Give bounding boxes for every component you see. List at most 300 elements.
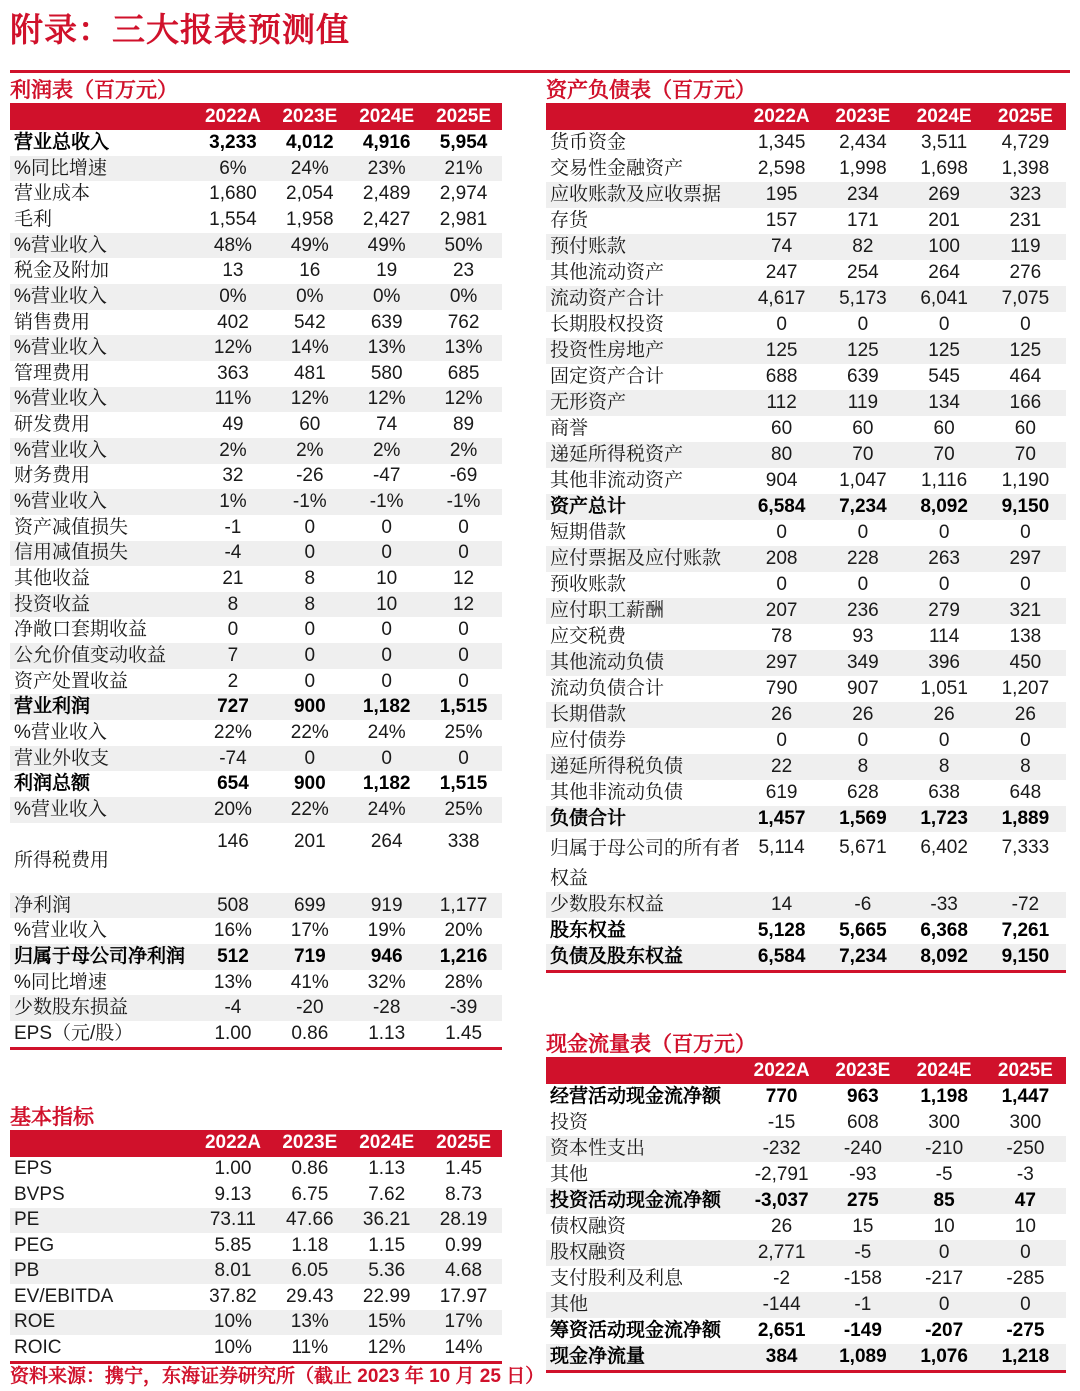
cell-value: 0 <box>458 542 469 564</box>
row-label: 长期股权投资 <box>550 314 665 336</box>
table-row <box>546 468 1066 494</box>
cell-value: 2% <box>296 439 324 461</box>
cell-value: 228 <box>847 548 879 570</box>
row-label: 预收账款 <box>550 574 627 596</box>
cell-value: 1,051 <box>920 678 968 700</box>
cell-value: 28% <box>444 971 483 993</box>
cell-value: 1,457 <box>757 808 806 830</box>
cell-value: -158 <box>843 1268 882 1290</box>
cell-value: 19% <box>367 920 406 942</box>
cell-value: 0 <box>304 542 316 564</box>
cell-value: 2% <box>449 439 478 461</box>
row-label: 投资收益 <box>14 593 91 615</box>
cell-value: 119 <box>1010 236 1041 258</box>
cell-value: -1% <box>369 491 404 513</box>
balance-sheet-table <box>546 103 1066 973</box>
cell-value: 23 <box>452 260 475 282</box>
row-label: 资产处置收益 <box>14 670 129 692</box>
cell-value: -240 <box>843 1138 882 1160</box>
cell-value: -3,037 <box>754 1190 809 1212</box>
table-row <box>10 541 502 567</box>
row-label: 信用减值损失 <box>14 542 129 564</box>
cell-value: 60 <box>933 418 955 440</box>
cell-value: 0.86 <box>291 1022 329 1044</box>
row-label: PE <box>14 1209 40 1231</box>
row-label: 应交税费 <box>550 626 627 648</box>
table-row <box>546 364 1066 390</box>
cell-value: 70 <box>1014 444 1036 466</box>
cell-value: 0 <box>938 1294 950 1316</box>
cell-value: 0 <box>776 574 787 596</box>
cell-value: 26 <box>852 704 874 726</box>
table-row <box>10 387 502 413</box>
cell-value: 2,434 <box>839 132 887 154</box>
cell-value: 24% <box>290 157 329 179</box>
cell-value: 41% <box>290 971 329 993</box>
basic-indicators-section <box>10 1106 502 1364</box>
page-title: 附录：三大报表预测值 <box>10 11 350 48</box>
table-row <box>546 832 1066 892</box>
cell-value: 15% <box>367 1311 406 1333</box>
cell-value: -4 <box>224 997 242 1019</box>
cell-value: 450 <box>1009 652 1042 674</box>
cell-value: 21% <box>444 157 483 179</box>
table-row <box>546 208 1066 234</box>
row-label: 应付债券 <box>550 730 627 752</box>
cell-value: -210 <box>925 1138 964 1160</box>
column-header-2022A: 2022A <box>204 105 261 127</box>
income-statement-table <box>10 103 502 1050</box>
cell-value: 4,012 <box>286 131 334 153</box>
cell-value: -26 <box>296 465 324 487</box>
cell-value: 1,182 <box>362 773 411 795</box>
table-row <box>10 156 502 182</box>
cell-value: 263 <box>928 548 960 570</box>
row-label: 股权融资 <box>550 1242 627 1264</box>
cell-value: 2,771 <box>757 1242 806 1264</box>
cell-value: 275 <box>847 1190 879 1212</box>
cell-value: 11% <box>291 1336 329 1358</box>
cell-value: 5.85 <box>214 1234 252 1256</box>
cell-value: 638 <box>928 782 960 804</box>
cell-value: 349 <box>847 652 879 674</box>
cell-value: 0 <box>1020 314 1031 336</box>
row-label: 其他 <box>550 1294 589 1316</box>
table-row <box>10 1310 502 1336</box>
cell-value: -5 <box>935 1164 953 1186</box>
cell-value: 231 <box>1009 210 1042 232</box>
cell-value: -207 <box>925 1320 964 1342</box>
cell-value: 963 <box>847 1086 879 1108</box>
table-row <box>10 1182 502 1208</box>
row-label: 预付账款 <box>550 236 627 258</box>
cell-value: 384 <box>765 1346 798 1368</box>
table-row <box>10 823 502 893</box>
table-row <box>546 546 1066 572</box>
cell-value: 4,617 <box>757 288 806 310</box>
cell-value: 5,671 <box>839 837 887 858</box>
row-label: %同比增速 <box>14 971 107 993</box>
cell-value: 26 <box>933 704 955 726</box>
row-label: 现金净流量 <box>550 1346 646 1368</box>
cell-value: 13% <box>290 1311 329 1333</box>
cell-value: 0 <box>938 314 950 336</box>
table-row <box>546 1136 1066 1162</box>
cell-value: 146 <box>217 830 249 852</box>
table-row <box>546 676 1066 702</box>
cell-value: 5,665 <box>839 920 887 942</box>
row-label: 交易性金融资产 <box>550 158 684 180</box>
cell-value: 1,116 <box>921 470 968 492</box>
table-row <box>546 1318 1066 1344</box>
cell-value: 1,182 <box>362 696 411 718</box>
table-row <box>10 771 502 797</box>
cell-value: 14% <box>444 1336 483 1358</box>
cell-value: 323 <box>1009 184 1042 206</box>
cell-value: 208 <box>765 548 798 570</box>
cell-value: 396 <box>928 652 960 674</box>
row-label: 负债合计 <box>550 808 627 830</box>
row-label: 应付票据及应付账款 <box>550 548 722 570</box>
cell-value: 166 <box>1009 392 1042 414</box>
cell-value: 0 <box>938 574 950 596</box>
row-label: %同比增速 <box>14 157 107 179</box>
table-row <box>10 944 502 970</box>
cell-value: 60 <box>771 418 793 440</box>
row-label: 净利润 <box>14 894 72 916</box>
cell-value: 10 <box>933 1216 955 1238</box>
table-row <box>546 442 1066 468</box>
cell-value: -217 <box>925 1268 964 1290</box>
cell-value: 89 <box>452 414 475 436</box>
cell-value: 7,075 <box>1001 288 1050 310</box>
row-label: 公允价值变动收益 <box>14 645 167 667</box>
cell-value: 20% <box>444 920 483 942</box>
cell-value: 685 <box>447 362 480 384</box>
cell-value: 22% <box>213 722 252 743</box>
cell-value: 2,981 <box>439 208 488 230</box>
cell-value: 49% <box>290 234 329 256</box>
table-row <box>10 438 502 464</box>
cell-value: 0.86 <box>291 1158 329 1180</box>
table-row <box>546 780 1066 806</box>
row-label: 应付职工薪酬 <box>550 600 665 622</box>
cell-value: 7,261 <box>1001 920 1050 942</box>
row-label: ROE <box>14 1311 56 1333</box>
cell-value: 0 <box>304 747 316 769</box>
column-header-2023E: 2023E <box>835 105 891 127</box>
cell-value: -1 <box>854 1294 872 1316</box>
table-row <box>10 1233 502 1259</box>
cell-value: 481 <box>293 362 326 384</box>
cell-value: 0 <box>304 645 316 667</box>
table-row <box>546 156 1066 182</box>
table-row <box>546 416 1066 442</box>
cell-value: 279 <box>928 600 960 622</box>
cell-value: 545 <box>928 366 960 388</box>
cell-value: 688 <box>765 366 798 388</box>
table-row <box>10 412 502 438</box>
cell-value: 6,584 <box>757 946 806 968</box>
cell-value: 0 <box>938 730 950 752</box>
cell-value: 5.36 <box>368 1260 406 1282</box>
row-label: 支付股利及利息 <box>550 1268 684 1290</box>
cell-value: 269 <box>928 184 960 206</box>
cell-value: -20 <box>296 997 324 1019</box>
row-label: 递延所得税资产 <box>550 444 684 466</box>
table-row <box>10 258 502 284</box>
table-row <box>546 182 1066 208</box>
cell-value: 0% <box>296 285 324 307</box>
cell-value: 1,680 <box>209 183 257 205</box>
cell-value: 13 <box>222 260 244 282</box>
cell-value: 9,150 <box>1001 496 1050 518</box>
cell-value: 23% <box>367 157 406 179</box>
column-header-2024E: 2024E <box>359 1132 415 1154</box>
cell-value: 639 <box>847 366 879 388</box>
table-row <box>546 1266 1066 1292</box>
cash-flow-table <box>546 1057 1066 1373</box>
cell-value: 4,729 <box>1001 132 1050 154</box>
cell-value: 0 <box>938 522 950 544</box>
cell-value: 47.66 <box>286 1209 334 1231</box>
cash-flow-title: 现金流量表（百万元） <box>546 1033 756 1056</box>
table-row <box>10 361 502 387</box>
cell-value: 719 <box>293 945 326 967</box>
cell-value: 119 <box>847 392 879 414</box>
row-label: 无形资产 <box>550 392 627 414</box>
cell-value: 10% <box>213 1311 252 1333</box>
row-label: 营业成本 <box>14 183 91 205</box>
cell-value: 0 <box>458 645 469 667</box>
cell-value: 7 <box>227 645 239 667</box>
table-row <box>546 650 1066 676</box>
table-row <box>10 694 502 720</box>
table-header-row <box>546 103 1066 130</box>
cell-value: 2 <box>227 670 239 692</box>
cell-value: 171 <box>847 210 879 232</box>
cell-value: 464 <box>1009 366 1042 388</box>
cell-value: 7,234 <box>839 496 887 518</box>
cell-value: -5 <box>854 1242 872 1264</box>
cell-value: 0% <box>449 285 478 307</box>
column-header-2024E: 2024E <box>359 105 415 127</box>
source-note: 资料来源：携宁，东海证券研究所（截止 2023 年 10 月 25 日） <box>10 1366 545 1387</box>
table-row <box>546 806 1066 832</box>
cell-value: -15 <box>767 1112 796 1134</box>
cell-value: 125 <box>928 340 960 362</box>
table-row <box>546 338 1066 364</box>
cell-value: 234 <box>847 184 879 206</box>
table-row <box>546 1240 1066 1266</box>
table-row <box>546 1344 1066 1370</box>
cell-value: -1 <box>224 516 242 538</box>
table-row <box>10 970 502 996</box>
income-statement-section <box>10 79 502 1050</box>
cell-value: 11% <box>214 388 252 410</box>
cell-value: -93 <box>849 1164 877 1186</box>
row-label: 应收账款及应收票据 <box>550 184 722 206</box>
row-label: 营业外收支 <box>14 747 110 769</box>
cell-value: 6,368 <box>920 920 968 942</box>
cell-value: 7.62 <box>368 1183 406 1205</box>
cell-value: 9,150 <box>1001 946 1050 968</box>
row-label: 资产减值损失 <box>14 516 129 538</box>
cell-value: 60 <box>852 418 874 440</box>
cell-value: 49 <box>222 414 244 436</box>
cell-value: 0 <box>458 670 469 692</box>
cell-value: -47 <box>372 465 401 487</box>
cell-value: 12 <box>452 593 475 615</box>
row-label: %营业收入 <box>14 234 107 256</box>
column-header-2025E: 2025E <box>436 1132 492 1154</box>
cell-value: 32 <box>222 465 244 487</box>
table-row <box>10 1335 502 1361</box>
cell-value: 4.68 <box>445 1260 483 1282</box>
cell-value: 2,054 <box>286 183 334 205</box>
row-label: EPS（元/股） <box>14 1022 134 1044</box>
table-row <box>546 728 1066 754</box>
table-row <box>10 207 502 233</box>
cell-value: 1,076 <box>920 1346 968 1368</box>
cell-value: 8,092 <box>920 496 968 518</box>
cell-value: 48% <box>213 234 252 256</box>
cell-value: -74 <box>219 747 247 769</box>
cell-value: 300 <box>928 1112 960 1134</box>
row-label: 负债及股东权益 <box>550 946 684 968</box>
cell-value: 13% <box>367 337 406 359</box>
cell-value: 60 <box>299 414 321 436</box>
cell-value: 80 <box>771 444 793 466</box>
row-label: %营业收入 <box>14 285 107 307</box>
table-row <box>10 669 502 695</box>
cell-value: 619 <box>765 782 798 804</box>
cell-value: -1% <box>292 491 327 513</box>
cell-value: 8.01 <box>214 1260 252 1282</box>
cell-value: 60 <box>1014 418 1036 440</box>
table-row <box>10 489 502 515</box>
cell-value: 699 <box>293 894 326 916</box>
table-row <box>10 893 502 919</box>
cell-value: 0 <box>857 522 869 544</box>
cell-value: 1,216 <box>439 945 488 967</box>
cell-value: 21 <box>222 568 244 590</box>
table-row <box>546 1188 1066 1214</box>
cell-value: -1% <box>446 491 481 513</box>
row-label: 财务费用 <box>14 465 91 487</box>
cell-value: 300 <box>1009 1112 1042 1134</box>
table-row <box>546 572 1066 598</box>
column-header-2025E: 2025E <box>436 105 492 127</box>
cell-value: 0 <box>857 730 869 752</box>
row-label: EV/EBITDA <box>14 1285 114 1307</box>
cell-value: 6% <box>219 157 247 179</box>
cell-value: 1,554 <box>209 208 257 230</box>
cell-value: 321 <box>1009 600 1042 622</box>
cell-value: 1.00 <box>214 1022 252 1044</box>
cell-value: 580 <box>370 362 403 384</box>
cell-value: -69 <box>449 465 478 487</box>
row-label: 投资性房地产 <box>550 340 665 362</box>
cell-value: 114 <box>928 626 960 648</box>
cell-value: -285 <box>1006 1268 1045 1290</box>
cell-value: 7,333 <box>1001 837 1050 858</box>
cell-value: 85 <box>933 1190 955 1212</box>
cell-value: 1,723 <box>920 808 968 830</box>
row-label: 净敞口套期收益 <box>14 619 148 641</box>
cell-value: 919 <box>370 894 403 916</box>
cell-value: -4 <box>224 542 242 564</box>
row-label: 股东权益 <box>550 920 627 942</box>
cell-value: 1,047 <box>839 470 887 492</box>
cell-value: 1,447 <box>1001 1086 1050 1108</box>
cell-value: 10 <box>376 568 398 590</box>
cell-value: 125 <box>847 340 879 362</box>
cell-value: 276 <box>1009 262 1042 284</box>
row-label: 其他流动资产 <box>550 262 665 284</box>
table-row <box>546 260 1066 286</box>
row-label: 归属于母公司净利润 <box>14 945 186 967</box>
cell-value: 2% <box>372 439 401 461</box>
row-label: %营业收入 <box>14 337 107 359</box>
cell-value: 2,427 <box>362 208 411 230</box>
cell-value: 1,177 <box>439 894 488 916</box>
cell-value: 363 <box>217 362 249 384</box>
cell-value: 1,958 <box>286 208 334 230</box>
balance-sheet-title: 资产负债表（百万元） <box>546 79 756 102</box>
cell-value: 125 <box>765 340 798 362</box>
row-label: 毛利 <box>14 208 53 230</box>
row-label: EPS <box>14 1158 53 1180</box>
cell-value: 22% <box>290 798 329 820</box>
table-row <box>546 286 1066 312</box>
cell-value: 16 <box>299 260 321 282</box>
cell-value: 0 <box>304 619 316 641</box>
cell-value: 37.82 <box>209 1285 257 1307</box>
table-row <box>546 944 1066 970</box>
cell-value: 338 <box>447 830 480 852</box>
cell-value: 0 <box>227 619 239 641</box>
cell-value: 0 <box>1020 1294 1031 1316</box>
table-row <box>546 918 1066 944</box>
cell-value: 946 <box>370 945 403 967</box>
row-label: 长期借款 <box>550 704 627 726</box>
row-label: 少数股东损益 <box>14 997 129 1019</box>
cell-value: 1,515 <box>439 696 488 718</box>
column-header-2023E: 2023E <box>282 1132 338 1154</box>
cell-value: 654 <box>217 773 249 795</box>
table-row <box>546 312 1066 338</box>
cell-value: 0 <box>857 314 869 336</box>
table-row <box>546 754 1066 780</box>
cell-value: 2,974 <box>439 183 488 205</box>
cell-value: 15 <box>852 1216 874 1238</box>
left-column <box>10 79 502 1364</box>
table-row <box>10 1157 502 1183</box>
row-label: 其他流动负债 <box>550 652 665 674</box>
cell-value: 50% <box>444 234 483 256</box>
cell-value: 0 <box>304 516 316 538</box>
cell-value: 82 <box>852 236 874 258</box>
cell-value: 36.21 <box>362 1209 411 1231</box>
row-label: 少数股东权益 <box>550 894 665 916</box>
table-row <box>546 598 1066 624</box>
cell-value: 0 <box>458 516 469 538</box>
cell-value: 13% <box>213 971 252 993</box>
row-label: %营业收入 <box>14 920 107 942</box>
income-statement-title: 利润表（百万元） <box>10 79 178 102</box>
cell-value: 1,698 <box>920 158 968 180</box>
